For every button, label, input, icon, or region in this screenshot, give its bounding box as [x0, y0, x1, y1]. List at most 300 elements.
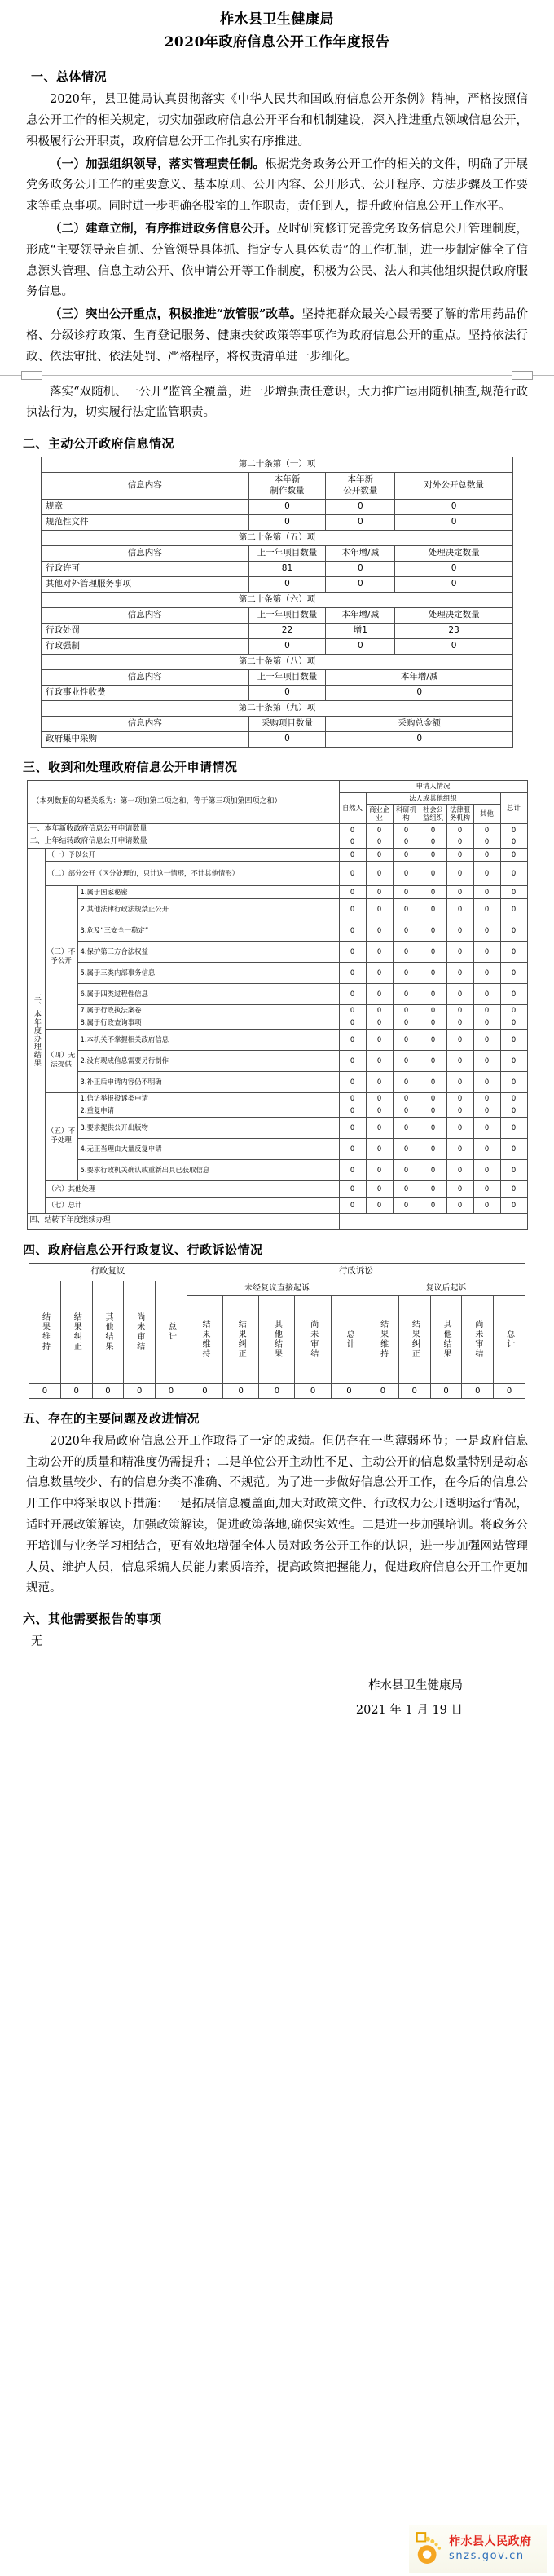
cell-value: 0: [500, 898, 527, 920]
cell-value: 0: [339, 1029, 366, 1050]
col-info-content-1: 信息内容: [42, 473, 249, 499]
cell-value: 0: [446, 1138, 473, 1159]
para-other-matters: 无: [31, 1635, 43, 1649]
col-info-content-5: 信息内容: [42, 716, 249, 731]
cell-value: 0: [366, 1138, 393, 1159]
table-row: [42, 576, 513, 592]
cell-value: 0: [339, 941, 366, 962]
subgroup-direct-litigation: 未经复议直接起诉: [187, 1281, 367, 1295]
row-label-duplicate: 2.重复申请: [77, 1105, 339, 1117]
cell-value: 0: [446, 1050, 473, 1071]
table-row: [42, 685, 513, 700]
block-title-5: 第二十条第（九）项: [42, 700, 513, 716]
table-row: [27, 920, 527, 941]
cell-value: 0: [462, 1383, 494, 1398]
col-change-4: 本年增/减: [326, 669, 513, 685]
cell-value: 0: [473, 962, 500, 983]
col-total-open-1: 对外公开总数量: [395, 473, 513, 499]
table-row-header: [42, 473, 513, 499]
cell-value: 0: [500, 885, 527, 898]
row-label-law-prohibited: 2.其他法律行政法规禁止公开: [77, 898, 339, 920]
row-label-internal-affairs: 5.属于三类内部事务信息: [77, 962, 339, 983]
col-info-content-3: 信息内容: [42, 607, 249, 623]
table-applications: [27, 780, 528, 1230]
table-row: [27, 861, 527, 885]
table-row: [42, 623, 513, 638]
col-review-total: 总计: [156, 1281, 187, 1383]
cell-value: 0: [398, 1383, 430, 1398]
cell-value: 0: [366, 1017, 393, 1029]
col-after-total: 总计: [494, 1295, 525, 1383]
cell-value: 0: [500, 962, 527, 983]
cell-value: 0: [366, 861, 393, 885]
watermark-site-name: 柞水县人民政府: [449, 2535, 532, 2549]
cell-value: 81: [248, 561, 326, 576]
cell-value: 0: [395, 561, 513, 576]
cell-value: 0: [420, 1159, 446, 1180]
cell-value: 0: [446, 885, 473, 898]
para-sub-3: [0, 304, 554, 368]
cell-value: 0: [473, 1138, 500, 1159]
cell-value: 0: [420, 885, 446, 898]
row-label-central-procurement: 政府集中采购: [42, 731, 249, 747]
subgroup-post-review-litigation: 复议后起诉: [367, 1281, 525, 1295]
cell-value: 0: [339, 1017, 366, 1029]
para-sub-2-lead: （二）建章立制，有序推进政务信息公开。: [50, 222, 277, 236]
para-overall-intro: 2020年，县卫健局认真贯彻落实《中华人民共和国政府信息公开条例》精神，严格按照信息公开工作的相关规定，切实加强政府信息公开平台和机制建设，深入推进重点领域信息公开，积极履行公开职责，政府信息公开工作扎实有序推进。: [26, 93, 528, 148]
cell-value: 23: [395, 623, 513, 638]
cell-value-carry-forward: [339, 1213, 527, 1229]
cell-value: 0: [366, 898, 393, 920]
table-row: [27, 1071, 527, 1092]
row-label-partial-disclose: （二）部分公开（区分处理的，只计这一情形，不计其他情形）: [45, 861, 339, 885]
cell-value: 0: [420, 848, 446, 861]
cell-value: 0: [156, 1383, 187, 1398]
cell-value: 0: [500, 983, 527, 1004]
heading-overall-situation: 一、总体情况: [31, 69, 108, 85]
col-info-content-2: 信息内容: [42, 545, 249, 561]
cell-value: 0: [420, 1050, 446, 1071]
row-label-admin-license: 行政许可: [42, 561, 249, 576]
table-row-header: [42, 669, 513, 685]
cell-value: 0: [473, 1117, 500, 1138]
cell-value: 0: [430, 1383, 462, 1398]
cell-value: 0: [339, 898, 366, 920]
applications-note: （本列数据的勾稽关系为：第一项加第二项之和，等于第三项加第四项之和）: [27, 780, 339, 824]
para-sub-3-body: 坚持把群众最关心最需要了解的常用药品价格、分级诊疗政策、生育登记服务、健康扶贫政策等事项作为政府信息公开的重点。坚持依法行政、依法审批、依法处罚、严格程序，将权责清单进一步细化。: [26, 308, 528, 364]
cell-value: 0: [500, 836, 527, 849]
signature-date: 2021 年 1 月 19 日: [355, 1703, 463, 1717]
table-row-header: [42, 716, 513, 731]
cell-value: 0: [473, 983, 500, 1004]
row-label-subtotal: （七）总计: [45, 1197, 339, 1213]
cell-value: 0: [395, 514, 513, 530]
para-sub-2: [0, 218, 554, 303]
cell-value: 0: [420, 941, 446, 962]
table-row: [27, 1180, 527, 1197]
cell-value: 0: [248, 499, 326, 514]
col-direct-total: 总计: [331, 1295, 367, 1383]
cell-value: 0: [500, 1105, 527, 1117]
cell-value: 0: [500, 941, 527, 962]
cell-value: 0: [446, 824, 473, 836]
col-direct-pending: 尚未审结: [295, 1295, 331, 1383]
cell-value: 0: [326, 731, 513, 747]
cell-value: 0: [446, 848, 473, 861]
group-legal-entity: 法人或其他组织: [366, 792, 500, 804]
row-label-reconfirm-issued: 5.要求行政机关确认或重新出具已获取信息: [77, 1159, 339, 1180]
cell-value: 0: [366, 1071, 393, 1092]
table-row-block-title: [42, 530, 513, 545]
cell-value: 0: [339, 1159, 366, 1180]
cell-value: 0: [500, 1159, 527, 1180]
cell-value: 0: [393, 1117, 420, 1138]
cell-value: 0: [473, 941, 500, 962]
table-row: [27, 1017, 527, 1029]
cell-value: 0: [393, 885, 420, 898]
heading-problems-improvements: 五、存在的主要问题及改进情况: [23, 1410, 200, 1426]
cell-value: 0: [473, 861, 500, 885]
table-row: [27, 824, 527, 836]
cell-value: 0: [248, 576, 326, 592]
row-label-normative-docs: 规范性文件: [42, 514, 249, 530]
cell-value: 0: [393, 824, 420, 836]
cell-value: 0: [339, 920, 366, 941]
cell-value: 0: [500, 848, 527, 861]
cell-value: 0: [393, 1071, 420, 1092]
cell-value: 0: [339, 1197, 366, 1213]
cell-value: 0: [446, 1017, 473, 1029]
cell-value: 0: [500, 1029, 527, 1050]
cell-value: 增1: [326, 623, 395, 638]
cell-value: 0: [446, 836, 473, 849]
cell-value: 0: [339, 848, 366, 861]
table-row: [42, 731, 513, 747]
cell-value: 0: [29, 1383, 61, 1398]
government-paw-logo-icon: [414, 2531, 445, 2567]
cell-value: 0: [473, 824, 500, 836]
cell-value: 0: [473, 1092, 500, 1105]
cell-value: 0: [326, 514, 395, 530]
cell-value: 0: [295, 1383, 331, 1398]
cell-value: 0: [393, 1017, 420, 1029]
cell-value: 0: [500, 1138, 527, 1159]
row-label-new-received: 一、本年新收政府信息公开申请数量: [27, 824, 339, 836]
table-row: [27, 1050, 527, 1071]
row-label-admin-fees: 行政事业性收费: [42, 685, 249, 700]
cell-value: 0: [473, 1071, 500, 1092]
row-label-repeated-no-reason: 4.无正当理由大量反复申请: [77, 1138, 339, 1159]
cell-value: 0: [420, 1117, 446, 1138]
cell-value: 0: [366, 848, 393, 861]
cell-value: 0: [420, 1071, 446, 1092]
group-applicant: 申请人情况: [339, 780, 527, 792]
cell-value: 0: [367, 1383, 399, 1398]
para-sub-3-cont: 落实“双随机、一公开”监管全覆盖，进一步增强责任意识，大力推广运用随机抽查,规范行政执法行为，切实履行法定监管职责。: [26, 385, 528, 420]
cell-value: 0: [446, 898, 473, 920]
para-problems-improvements: 2020年我局政府信息公开工作取得了一定的成绩。但仍存在一些薄弱环节；一是政府信息主动公开的质量和精准度仍需提升；二是单位公开主动性不足、主动公开的信息数量特别是动态信息数量较少、有的信息分类不准确、不规范。为了进一步做好信息公开工作，在今后的信息公开工作中将采取以下措施：一是拓展信息覆盖面,加大对政策文件、行政权力公开透明运行情况，适时开展政策解读，加强政策解读，促进政策落地,确保实效性。二是进一步加强培训。将政务公开培训与业务学习相结合，更有效地增强全体人员对政务公开工作的认识，进一步加强网站管理人员、维护人员，信息采编人员能力素质培养，提高政策把握能力，促进政府信息公开工作更加规范。: [26, 1434, 528, 1595]
col-after-corrected: 结果纠正: [398, 1295, 430, 1383]
para-sub-1-lead: （一）加强组织领导，落实管理责任制。: [50, 157, 266, 171]
cell-value: 0: [420, 1029, 446, 1050]
col-new-open-1: 本年新 公开数量: [326, 473, 395, 499]
cell-value: 0: [339, 885, 366, 898]
block-title-1: 第二十条第（一）项: [42, 457, 513, 473]
cell-value: 0: [395, 576, 513, 592]
cell-value: 0: [473, 1180, 500, 1197]
table-row: [27, 1029, 527, 1050]
col-direct-corrected: 结果纠正: [223, 1295, 259, 1383]
cell-value: 0: [393, 898, 420, 920]
table-row: [27, 1105, 527, 1117]
doc-title-line-1: 柞水县卫生健康局: [220, 11, 334, 28]
cell-value: 0: [326, 499, 395, 514]
cell-value: 0: [326, 685, 513, 700]
cell-value: 0: [473, 898, 500, 920]
cell-value: 0: [92, 1383, 124, 1398]
col-decisions-3: 处理决定数量: [395, 607, 513, 623]
side-label-year-results: 三、本年度办理结果: [27, 848, 45, 1213]
row-label-other-handling: （六）其他处理: [45, 1180, 339, 1197]
table-row: [29, 1383, 525, 1398]
site-watermark: [409, 2525, 547, 2573]
cell-value: 0: [446, 941, 473, 962]
page-break-marker-1: [0, 371, 554, 380]
cell-value: 0: [366, 836, 393, 849]
cell-value: 0: [446, 920, 473, 941]
cell-value: 0: [473, 1197, 500, 1213]
cell-value: 0: [331, 1383, 367, 1398]
cell-value: 0: [395, 499, 513, 514]
row-label-needs-creation: 2.没有现成信息需要另行制作: [77, 1050, 339, 1071]
table-row-block-title: [42, 654, 513, 669]
cell-value: 0: [500, 1180, 527, 1197]
cell-value: 0: [473, 836, 500, 849]
cell-value: 0: [124, 1383, 156, 1398]
document-title-block: [0, 0, 554, 52]
col-prev-year-3: 上一年项目数量: [248, 607, 326, 623]
cell-value: 0: [420, 1138, 446, 1159]
cell-value: 0: [393, 920, 420, 941]
para-sub-1: [0, 154, 554, 218]
cell-value: 0: [339, 1117, 366, 1138]
cell-value: 0: [446, 1071, 473, 1092]
col-info-content-4: 信息内容: [42, 669, 249, 685]
row-label-petition-complaint: 1.信访举报投诉类申请: [77, 1092, 339, 1105]
cell-value: 0: [259, 1383, 295, 1398]
cell-value: 0: [420, 1004, 446, 1017]
cell-value: 0: [500, 1071, 527, 1092]
table-row: [27, 1197, 527, 1213]
cell-value: 0: [446, 1180, 473, 1197]
cell-value: 0: [187, 1383, 222, 1398]
cell-value: 0: [393, 962, 420, 983]
cell-value: 0: [393, 1004, 420, 1017]
cell-value: 0: [500, 1117, 527, 1138]
row-label-still-unclear: 3.补正后申请内容仍不明确: [77, 1071, 339, 1092]
cell-value: 0: [473, 1050, 500, 1071]
block-title-4: 第二十条第（八）项: [42, 654, 513, 669]
cell-value: 0: [446, 983, 473, 1004]
group-label-cannot-provide: （四）无法提供: [45, 1029, 77, 1092]
heading-proactive-disclosure: 二、主动公开政府信息情况: [23, 436, 175, 452]
cell-value: 0: [473, 1105, 500, 1117]
table-row-header: [27, 780, 527, 792]
cell-value: 0: [500, 1197, 527, 1213]
signature-organization: 柞水县卫生健康局: [368, 1678, 463, 1692]
table-row: [27, 1092, 527, 1105]
col-procure-count-5: 采购项目数量: [248, 716, 326, 731]
spacer: [0, 52, 554, 57]
cell-value: 0: [420, 898, 446, 920]
col-direct-upheld: 结果维持: [187, 1295, 222, 1383]
cell-value: 0: [393, 1180, 420, 1197]
cell-value: 0: [339, 1105, 366, 1117]
cell-value: 0: [500, 1004, 527, 1017]
cell-value: 0: [393, 1105, 420, 1117]
cell-value: 0: [366, 1029, 393, 1050]
cell-value: 0: [393, 1138, 420, 1159]
cell-value: 0: [339, 824, 366, 836]
para-sub-1-body: 根据党务政务公开工作的相关的文件，明确了开展党务政务公开工作的重要意义、基本原则、公开内容、公开形式、公开程序、方法步骤及工作要求等重点事项。同时进一步明确各股室的工作职责，责任到人，提升政府信息公开工作水平。: [26, 157, 529, 214]
cell-value: 0: [500, 1017, 527, 1029]
cell-value: 0: [446, 1197, 473, 1213]
heading-applications: 三、收到和处理政府信息公开申请情况: [23, 759, 238, 774]
cell-value: 0: [494, 1383, 525, 1398]
cell-value: 0: [60, 1383, 92, 1398]
col-prev-year-2: 上一年项目数量: [248, 545, 326, 561]
cell-value: 0: [339, 962, 366, 983]
col-review-pending: 尚未审结: [124, 1281, 156, 1383]
table-proactive-disclosure: [41, 457, 513, 747]
cell-value: 0: [500, 861, 527, 885]
cell-value: 0: [339, 836, 366, 849]
cell-value: 0: [248, 685, 326, 700]
cell-value: 0: [393, 861, 420, 885]
col-after-other: 其他结果: [430, 1295, 462, 1383]
cell-value: 0: [420, 1197, 446, 1213]
row-label-third-party-rights: 4.保护第三方合法权益: [77, 941, 339, 962]
cell-value: 0: [366, 1092, 393, 1105]
row-label-state-secret: 1.属于国家秘密: [77, 885, 339, 898]
col-after-pending: 尚未审结: [462, 1295, 494, 1383]
cell-value: 0: [339, 1004, 366, 1017]
row-label-published-material: 3.要求提供公开出版物: [77, 1117, 339, 1138]
col-review-upheld: 结果维持: [29, 1281, 61, 1383]
table-review-body: [29, 1263, 525, 1398]
cell-value: 22: [248, 623, 326, 638]
table-row: [27, 983, 527, 1004]
table-row: [42, 499, 513, 514]
cell-value: 0: [446, 1004, 473, 1017]
cell-value: 0: [446, 1029, 473, 1050]
cell-value: 0: [393, 941, 420, 962]
cell-value: 0: [446, 861, 473, 885]
col-legal-service-org: 法律服务机构: [446, 804, 473, 824]
table-row: [42, 561, 513, 576]
row-label-enforcement-file: 7.属于行政执法案卷: [77, 1004, 339, 1017]
cell-value: 0: [339, 1071, 366, 1092]
cell-value: 0: [339, 1180, 366, 1197]
cell-value: 0: [393, 1029, 420, 1050]
group-label-not-disclosed: （三）不予公开: [45, 885, 77, 1029]
cell-value: 0: [420, 1180, 446, 1197]
table-row-block-title: [42, 592, 513, 607]
cell-value: 0: [326, 561, 395, 576]
cell-value: 0: [500, 824, 527, 836]
col-review-corrected: 结果纠正: [60, 1281, 92, 1383]
cell-value: 0: [326, 638, 395, 654]
cell-value: 0: [420, 1092, 446, 1105]
table-row: [42, 638, 513, 654]
table-row: [27, 1213, 527, 1229]
cell-value: 0: [366, 1117, 393, 1138]
table-row: [27, 1117, 527, 1138]
cell-value: 0: [326, 576, 395, 592]
row-label-admin-inquiry: 8.属于行政查询事项: [77, 1017, 339, 1029]
col-public-welfare-org: 社会公益组织: [420, 804, 446, 824]
cell-value: 0: [473, 1029, 500, 1050]
table-row: [27, 941, 527, 962]
cell-value: 0: [395, 638, 513, 654]
table-row-block-title: [42, 457, 513, 473]
col-after-upheld: 结果维持: [367, 1295, 399, 1383]
cell-value: 0: [248, 514, 326, 530]
cell-value: 0: [366, 1197, 393, 1213]
table-row-header: [42, 607, 513, 623]
cell-value: 0: [393, 1159, 420, 1180]
group-administrative-litigation: 行政诉讼: [187, 1263, 525, 1281]
cell-value: 0: [420, 983, 446, 1004]
doc-title-line-2: 2020年政府信息公开工作年度报告: [164, 33, 390, 51]
table-row-header: [29, 1281, 525, 1295]
cell-value: 0: [420, 1105, 446, 1117]
cell-value: 0: [248, 731, 326, 747]
cell-value: 0: [500, 1050, 527, 1071]
cell-value: 0: [393, 1050, 420, 1071]
row-label-other-services: 其他对外管理服务事项: [42, 576, 249, 592]
table-row: [27, 962, 527, 983]
cell-value: 0: [366, 1159, 393, 1180]
cell-value: 0: [339, 1092, 366, 1105]
cell-value: 0: [393, 1092, 420, 1105]
cell-value: 0: [393, 1197, 420, 1213]
cell-value: 0: [446, 962, 473, 983]
cell-value: 0: [339, 1050, 366, 1071]
group-administrative-review: 行政复议: [29, 1263, 187, 1281]
cell-value: 0: [366, 824, 393, 836]
cell-value: 0: [393, 983, 420, 1004]
cell-value: 0: [366, 962, 393, 983]
col-business-enterprise: 商业企业: [366, 804, 393, 824]
para-sub-3-lead: （三）突出公开重点，积极推进“放管服”改革。: [50, 307, 302, 322]
cell-value: 0: [248, 638, 326, 654]
page-break-left-bracket: [21, 371, 42, 380]
signature-block: [0, 1674, 554, 1722]
col-change-3: 本年增/减: [326, 607, 395, 623]
cell-value: 0: [366, 941, 393, 962]
cell-value: 0: [339, 983, 366, 1004]
cell-value: 0: [473, 1017, 500, 1029]
table-proactive-body: [42, 457, 513, 747]
cell-value: 0: [420, 920, 446, 941]
table-row: [27, 885, 527, 898]
cell-value: 0: [366, 920, 393, 941]
cell-value: 0: [446, 1092, 473, 1105]
table-row: [27, 848, 527, 861]
cell-value: 0: [473, 848, 500, 861]
col-prev-year-4: 上一年项目数量: [248, 669, 326, 685]
